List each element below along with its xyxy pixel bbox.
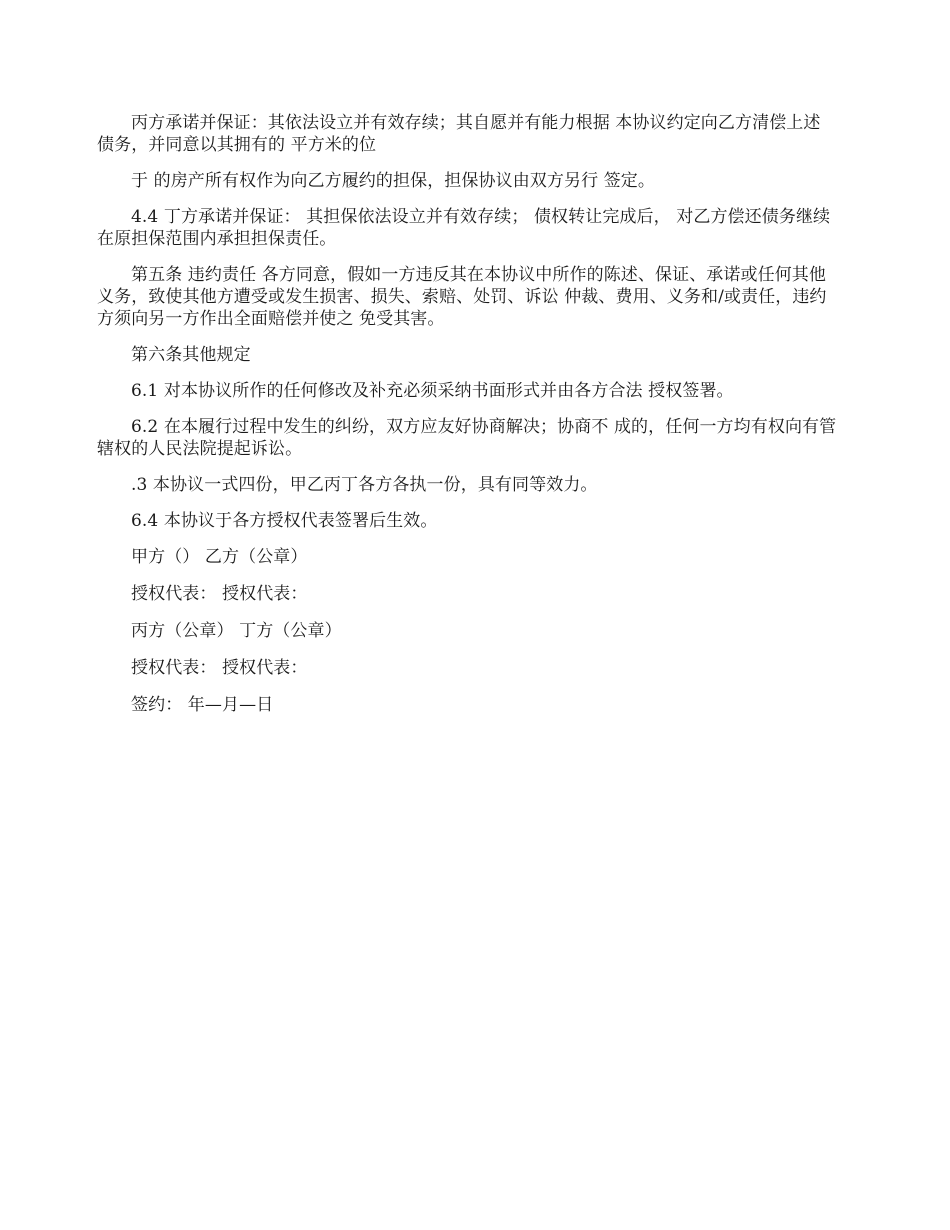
paragraph-guarantee-property: 于 的房产所有权作为向乙方履约的担保，担保协议由双方另行 签定。 [131, 171, 656, 191]
signature-date-line: 签约： 年—月—日 [131, 695, 274, 715]
signature-line-party-c-d: 丙方（公章） 丁方（公章） [131, 621, 342, 641]
paragraph-article-5-liability: 第五条 违约责任 各方同意，假如一方违反其在本协议中所作的陈述、保证、承诺或任何其他义务，致使其他方遭受或发生损害、损失、索赔、处罚、诉讼 仲裁、费用、义务和/或责任，违约方须向另一方作出全面赔偿并使之 免受其害。 [97, 265, 827, 329]
paragraph-clause-4-4: 4.4 丁方承诺并保证： 其担保依法设立并有效存续； 债权转让完成后， 对乙方偿还债务继续在原担保范围内承担担保责任。 [97, 207, 831, 249]
document-body [97, 112, 837, 731]
paragraph-clause-6-3: .3 本协议一式四份，甲乙丙丁各方各执一份，具有同等效力。 [131, 475, 598, 495]
signature-line-representatives-1: 授权代表： 授权代表： [131, 584, 308, 604]
signature-line-representatives-2: 授权代表： 授权代表： [131, 658, 308, 678]
signature-line-party-a-b: 甲方（） 乙方（公章） [131, 547, 308, 567]
paragraph-guarantee-party-c: 丙方承诺并保证：其依法设立并有效存续；其自愿并有能力根据 本协议约定向乙方清偿上述债务，并同意以其拥有的 平方米的位 [97, 113, 821, 155]
paragraph-clause-6-1: 6.1 对本协议所作的任何修改及补充必须采纳书面形式并由各方合法 授权签署。 [131, 381, 734, 401]
paragraph-clause-6-2: 6.2 在本履行过程中发生的纠纷，双方应友好协商解决；协商不 成的，任何一方均有权向有管辖权的人民法院提起诉讼。 [97, 417, 837, 459]
heading-article-6: 第六条其他规定 [131, 345, 251, 365]
paragraph-clause-6-4: 6.4 本协议于各方授权代表签署后生效。 [131, 511, 438, 531]
